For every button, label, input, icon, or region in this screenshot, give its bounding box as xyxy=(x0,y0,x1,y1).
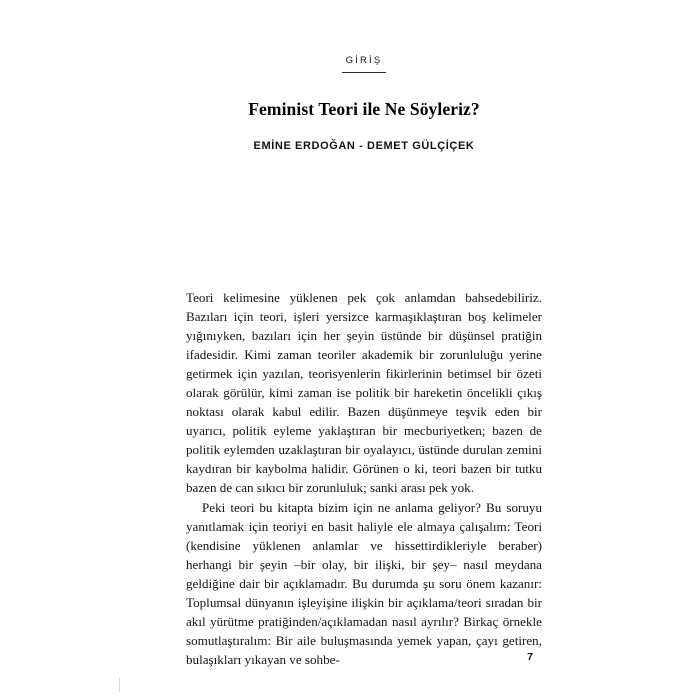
page-number: 7 xyxy=(527,651,533,663)
chapter-header xyxy=(186,55,542,152)
body-text xyxy=(186,288,542,669)
chapter-label: GİRİŞ xyxy=(345,55,383,66)
page-title: Feminist Teori ile Ne Söyleriz? xyxy=(248,99,480,119)
chapter-authors: EMİNE ERDOĞAN - DEMET GÜLÇİÇEK xyxy=(253,140,475,152)
page-edge-mark xyxy=(119,678,120,692)
header-divider xyxy=(342,72,386,73)
paragraph: Teori kelimesine yüklenen pek çok anlamdan bahsedebiliriz. Bazıları için teori, işleri yersizce karmaşıklaştıran boş kelimeler yığınıyken, bazıları için her şeyin üstünde bir düşünsel pratiğin ifadesidir. Kimi zaman teoriler akademik bir zorunluluğu yerine getirmek için yazılan, teorisyenlerin fikirlerinin betimsel bir özeti olarak görülür, kimi zaman ise politik bir hareketin öncelikli çıkış noktası olarak kabul edilir. Bazen düşünmeye teşvik eden bir uyarıcı, politik eyleme yaklaştıran bir mecburiyetken; bazen de politik eylemden uzaklaştıran bir oyalayıcı, üstünde durulan zemini kaydıran bir kaybolma halidir. Görünen o ki, teori bazen bir tutku bazen de can sıkıcı bir zorunluluk; sanki arası pek yok. xyxy=(186,290,542,496)
paragraph: Peki teori bu kitapta bizim için ne anlama geliyor? Bu soruyu yanıtlamak için teoriyi en basit haliyle ele almaya çalışalım: Teori (kendisine yüklenen anlamlar ve hissettirdikleriyle beraber) herhangi bir şeyin –bir olay, bir ilişki, bir şey– nasıl meydana geldiğine dair bir açıklamadır. Bu durumda şu soru önem kazanır: Toplumsal dünyanın işleyişine ilişkin bir açıklama/teori sıradan bir akıl yürütme pratiğinden/açıklamadan nasıl ayrılır? Birkaç örnekle somutlaştıralım: Bir aile buluşmasında yemek yapan, çayı getiren, bulaşıkları yıkayan ve sohbe- xyxy=(186,499,542,667)
